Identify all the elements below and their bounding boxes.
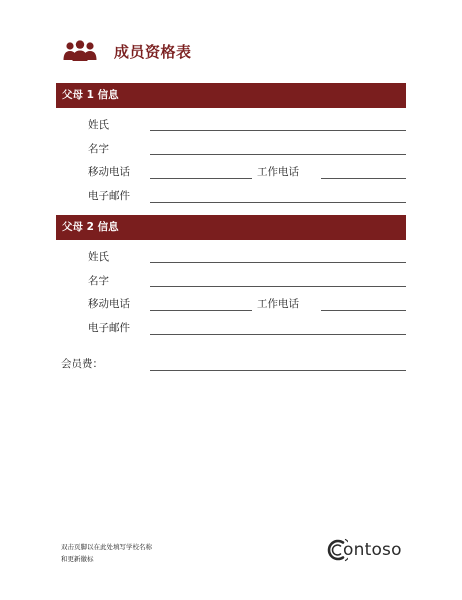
contoso-logo-text: ontoso bbox=[343, 540, 402, 560]
parent2-email-label: 电子邮件 bbox=[88, 322, 130, 334]
parent2-work-phone-label: 工作电话 bbox=[257, 298, 299, 310]
parent1-first-name-field[interactable] bbox=[150, 154, 406, 155]
form-header bbox=[62, 38, 192, 64]
parent1-mobile-field[interactable] bbox=[150, 178, 252, 179]
membership-fee-label: 会员费： bbox=[61, 358, 103, 370]
parent2-mobile-field[interactable] bbox=[150, 310, 252, 311]
parent2-work-phone-field[interactable] bbox=[321, 310, 406, 311]
contoso-logo[interactable] bbox=[326, 537, 402, 563]
parent2-first-name-field[interactable] bbox=[150, 286, 406, 287]
parent1-work-phone-label: 工作电话 bbox=[257, 166, 299, 178]
footer-note[interactable] bbox=[61, 541, 152, 565]
parent2-last-name-field[interactable] bbox=[150, 262, 406, 263]
people-group-icon bbox=[62, 40, 98, 62]
parent1-last-name-label: 姓氏 bbox=[88, 119, 109, 131]
parent2-last-name-label: 姓氏 bbox=[88, 251, 109, 263]
parent1-work-phone-field[interactable] bbox=[321, 178, 406, 179]
footer-note-line2: 和更新徽标 bbox=[61, 555, 94, 563]
parent2-email-field[interactable] bbox=[150, 334, 406, 335]
footer-note-line1: 双击页脚以在此处填写学校名称 bbox=[61, 543, 152, 551]
parent1-email-field[interactable] bbox=[150, 202, 406, 203]
parent2-mobile-label: 移动电话 bbox=[88, 298, 130, 310]
membership-fee-field[interactable] bbox=[150, 370, 406, 371]
parent2-section-heading: 父母 2 信息 bbox=[56, 215, 406, 240]
parent1-last-name-field[interactable] bbox=[150, 130, 406, 131]
parent1-email-label: 电子邮件 bbox=[88, 190, 130, 202]
page-title: 成员资格表 bbox=[114, 42, 192, 61]
parent1-mobile-label: 移动电话 bbox=[88, 166, 130, 178]
parent1-section-heading: 父母 1 信息 bbox=[56, 83, 406, 108]
parent2-first-name-label: 名字 bbox=[88, 275, 109, 287]
parent1-first-name-label: 名字 bbox=[88, 143, 109, 155]
